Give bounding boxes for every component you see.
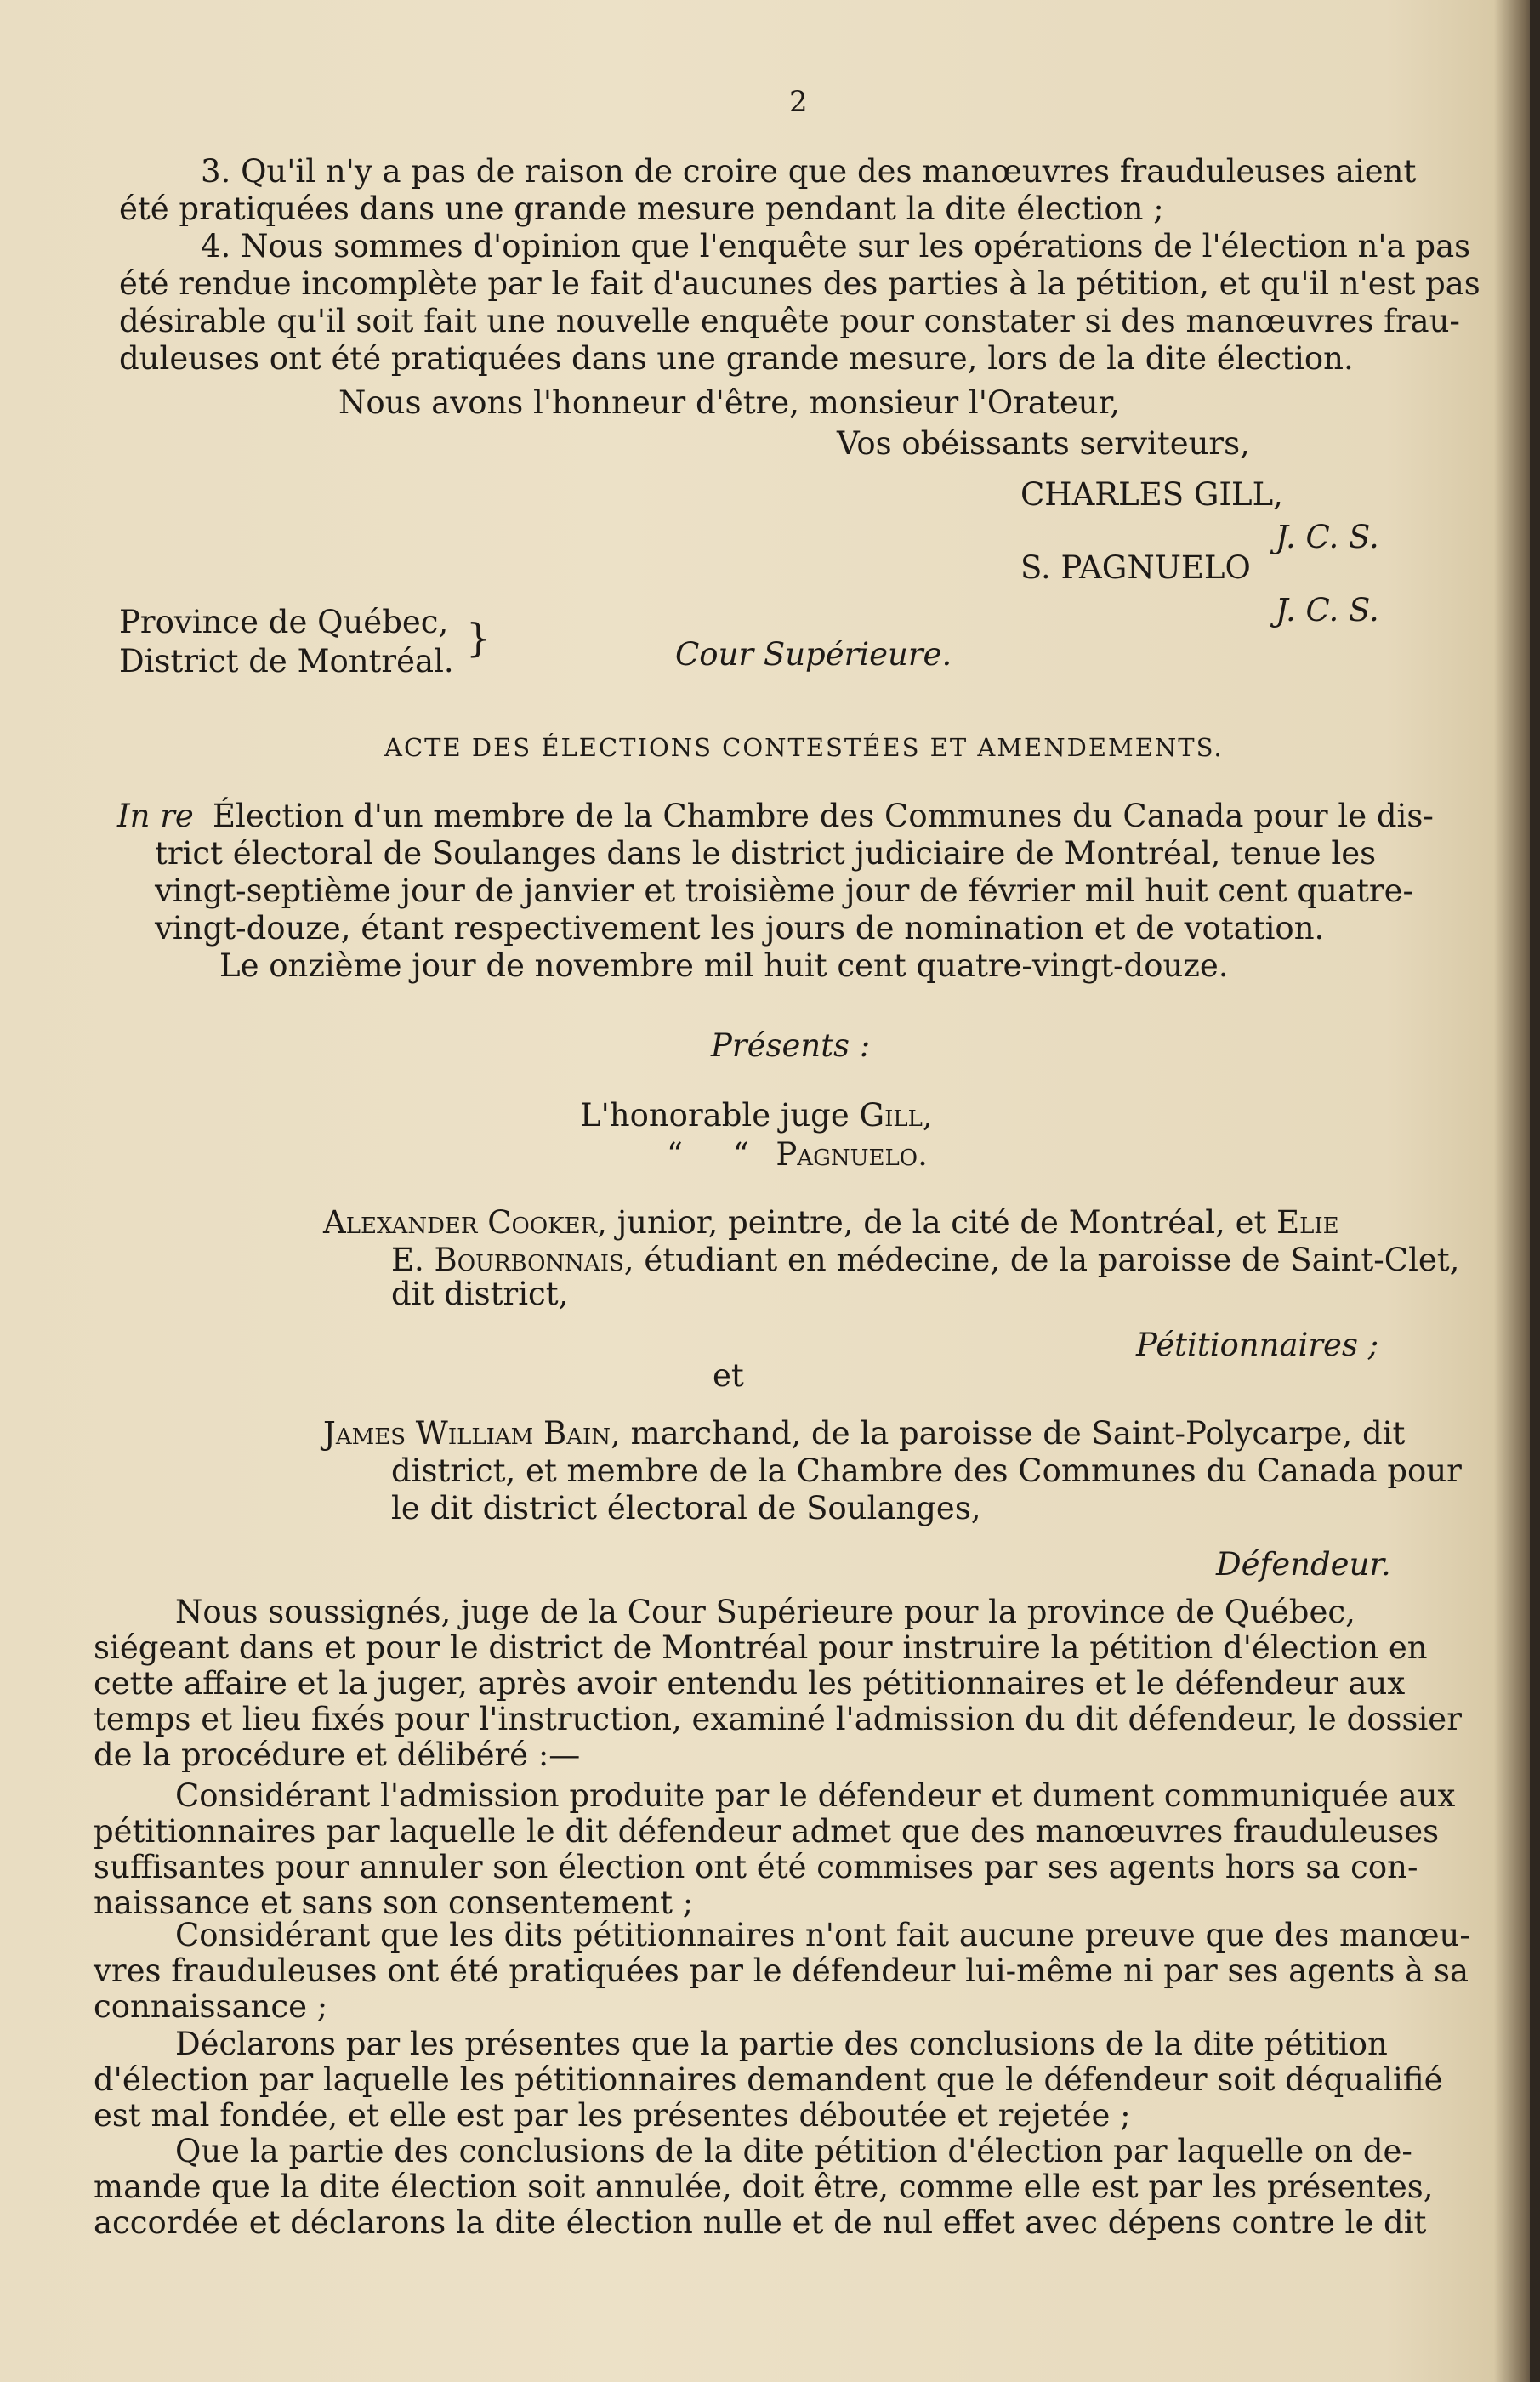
- judge2-name: Pagnuelo.: [776, 1136, 928, 1173]
- defendant-name: James William Bain,: [323, 1415, 621, 1452]
- p1-line3: cette affaire et la juger, après avoir entendu les pétitionnaires et le défendeur aux: [94, 1665, 1406, 1702]
- province-label: Province de Québec,: [119, 604, 449, 640]
- item3-line2: été pratiquées dans une grande mesure pendant la dite élection ;: [119, 190, 1164, 227]
- petitioner1-name: Alexander Cooker,: [323, 1204, 607, 1241]
- p4-line2: d'élection par laquelle les pétitionnaires demandent que le défendeur soit déqualifié: [94, 2061, 1443, 2098]
- district-label: District de Montréal.: [119, 643, 454, 679]
- item3-line1: 3. Qu'il n'y a pas de raison de croire que des manœuvres frauduleuses aient: [201, 153, 1417, 190]
- defendant-line3: le dit district électoral de Soulanges,: [391, 1490, 981, 1526]
- petitioner2-name: E. Bourbonnais,: [391, 1242, 634, 1278]
- brace-symbol: }: [466, 615, 492, 661]
- petitioners-label: Pétitionnaires ;: [1136, 1327, 1379, 1363]
- petitioner-line1: [323, 1204, 1339, 1242]
- signer2-title: J. C. S.: [1276, 592, 1379, 628]
- p1-line2: siégeant dans et pour le district de Montréal pour instruire la pétition d'élection en: [94, 1629, 1428, 1666]
- p1-line4: temps et lieu fixés pour l'instruction, examiné l'admission du dit défendeur, le dossier: [94, 1701, 1462, 1737]
- defendant-label: Défendeur.: [1216, 1546, 1391, 1583]
- closing-servants: Vos obéissants serviteurs,: [837, 425, 1250, 462]
- p4-line1: Déclarons par les présentes que la partie des conclusions de la dite pétition: [175, 2026, 1388, 2062]
- p3-line3: connaissance ;: [94, 1988, 328, 2025]
- signer1-name: CHARLES GILL,: [1020, 476, 1283, 513]
- item4-line2: été rendue incomplète par le fait d'aucunes des parties à la pétition, et qu'il n'est pas: [119, 265, 1480, 302]
- defendant-line2: district, et membre de la Chambre des Communes du Canada pour: [391, 1453, 1462, 1489]
- present-judge2: [667, 1136, 928, 1174]
- p2-line4: naissance et sans son consentement ;: [94, 1885, 694, 1921]
- p3-line2: vres frauduleuses ont été pratiquées par le défendeur lui-même ni par ses agents à sa: [94, 1953, 1469, 1989]
- in-re-date: Le onzième jour de novembre mil huit cent quatre-vingt-douze.: [219, 947, 1229, 984]
- judge-prefix: L'honorable juge: [580, 1097, 850, 1134]
- signer1-title: J. C. S.: [1276, 519, 1379, 555]
- page-number: 2: [789, 85, 808, 119]
- defendant-line1: [323, 1415, 1405, 1453]
- item4-line1: 4. Nous sommes d'opinion que l'enquête sur les opérations de l'élection n'a pas: [201, 228, 1471, 264]
- p1-line5: de la procédure et délibéré :—: [94, 1737, 581, 1773]
- in-re-label: In re: [117, 798, 194, 834]
- petitioner-line3: dit district,: [391, 1276, 569, 1312]
- item4-line3: désirable qu'il soit fait une nouvelle enquête pour constater si des manœuvres frau-: [119, 303, 1460, 339]
- item4-line4: duleuses ont été pratiquées dans une grande mesure, lors de la dite élection.: [119, 340, 1354, 377]
- in-re-line4: vingt-douze, étant respectivement les jours de nomination et de votation.: [155, 910, 1325, 947]
- petitioner-line2: [391, 1242, 1459, 1279]
- book-spine-edge: [1530, 0, 1540, 2382]
- defendant-line1-text: marchand, de la paroisse de Saint-Polycarpe, dit: [630, 1415, 1406, 1452]
- in-re-line2: trict électoral de Soulanges dans le district judiciaire de Montréal, tenue les: [155, 835, 1377, 872]
- p1-line1: Nous soussignés, juge de la Cour Supérieure pour la province de Québec,: [175, 1594, 1355, 1630]
- present-judge1: [580, 1097, 933, 1134]
- p4-line3: est mal fondée, et elle est par les présentes déboutée et rejetée ;: [94, 2097, 1131, 2134]
- ditto-marks: “ “: [667, 1136, 749, 1173]
- p5-line1: Que la partie des conclusions de la dite pétition d'élection par laquelle on de-: [175, 2133, 1412, 2169]
- signer2-name: S. PAGNUELO: [1020, 549, 1251, 586]
- judge1-name: Gill,: [859, 1097, 933, 1134]
- petitioner-line2-text: étudiant en médecine, de la paroisse de Saint-Clet,: [644, 1242, 1460, 1278]
- p5-line3: accordée et déclarons la dite élection nulle et de nul effet avec dépens contre le dit: [94, 2204, 1427, 2241]
- petitioner2-firstname: Elie: [1276, 1204, 1339, 1241]
- closing-honour: Nous avons l'honneur d'être, monsieur l'Orateur,: [338, 384, 1120, 421]
- p2-line1: Considérant l'admission produite par le défendeur et dument communiquée aux: [175, 1777, 1456, 1814]
- p3-line1: Considérant que les dits pétitionnaires n'ont fait aucune preuve que des manœu-: [175, 1917, 1470, 1953]
- p5-line2: mande que la dite élection soit annulée, doit être, comme elle est par les présentes,: [94, 2169, 1434, 2205]
- section-heading: ACTE DES ÉLECTIONS CONTESTÉES ET AMENDEMENTS.: [384, 733, 1224, 762]
- in-re-line1: Élection d'un membre de la Chambre des Communes du Canada pour le dis-: [213, 798, 1434, 834]
- petitioner-line1-text: junior, peintre, de la cité de Montréal, et: [617, 1204, 1267, 1241]
- p2-line3: suffisantes pour annuler son élection ont été commises par ses agents hors sa con-: [94, 1849, 1418, 1885]
- court-label: Cour Supérieure.: [675, 636, 952, 673]
- p2-line2: pétitionnaires par laquelle le dit défendeur admet que des manœuvres frauduleuses: [94, 1813, 1440, 1850]
- and-word: et: [713, 1357, 744, 1394]
- present-label: Présents :: [711, 1027, 871, 1064]
- in-re-line3: vingt-septième jour de janvier et troisième jour de février mil huit cent quatre-: [155, 873, 1413, 909]
